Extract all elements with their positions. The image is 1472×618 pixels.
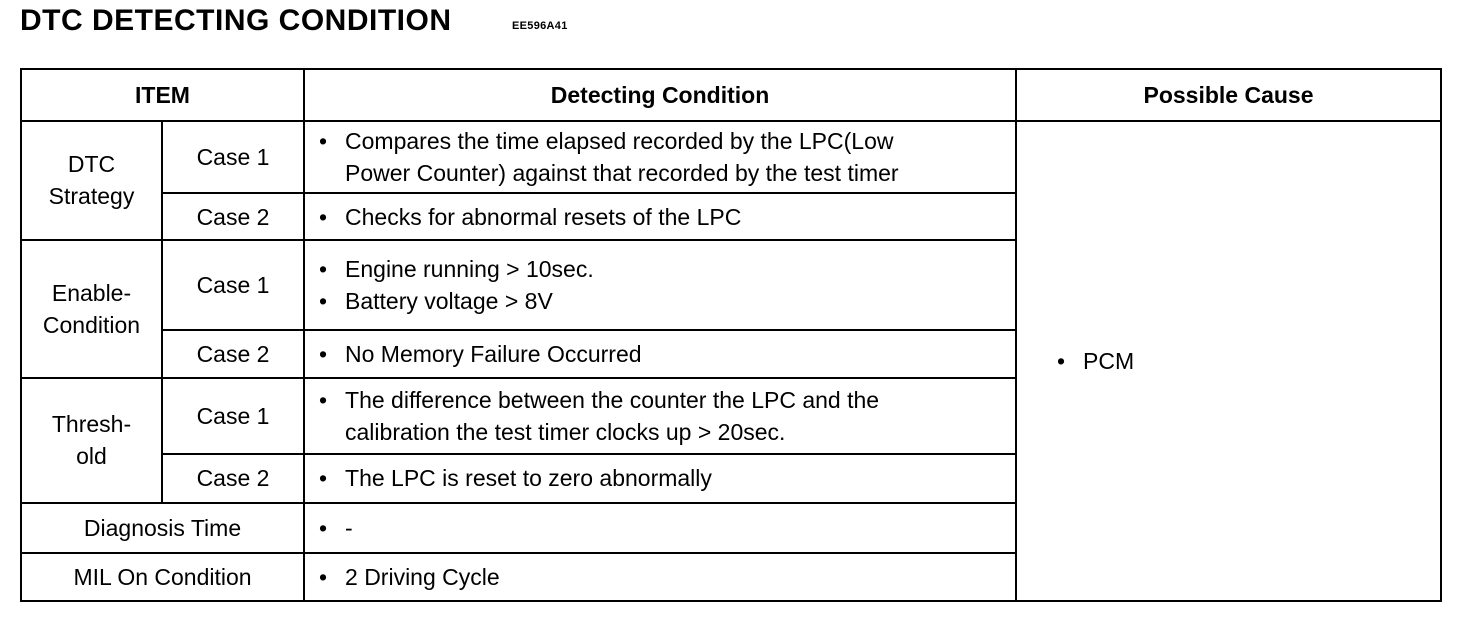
enable-condition-case1-condition [304,240,1016,330]
diagnosis-time-condition [304,503,1016,553]
header-possible-cause: Possible Cause [1016,69,1441,121]
possible-cause-cell [1016,121,1441,601]
threshold-case1-line1: • The difference between the counter the LPC and the [345,384,1007,416]
possible-cause-value: • PCM [1083,345,1440,377]
threshold-case2-label: Case 2 [162,454,304,502]
enable-condition-label [21,240,162,379]
enable-condition-case2-condition [304,330,1016,378]
mil-on-condition-value-cell [304,553,1016,601]
threshold-case2-line1: • The LPC is reset to zero abnormally [345,462,1007,494]
mil-on-condition-value: • 2 Driving Cycle [345,561,1007,593]
enable-condition-label-line2: Condition [42,311,141,338]
table-row [21,121,1441,193]
dtc-strategy-case2-line1: • Checks for abnormal resets of the LPC [345,201,1007,233]
mil-on-condition-label: MIL On Condition [21,553,304,601]
header-detecting-condition: Detecting Condition [304,69,1016,121]
dtc-condition-table [20,68,1442,602]
threshold-case1-label: Case 1 [162,378,304,454]
threshold-label-line1: Thresh- [51,411,132,438]
dtc-strategy-case1-label: Case 1 [162,121,304,193]
threshold-case2-condition [304,454,1016,502]
diagnosis-time-value: • - [345,512,1007,544]
dtc-strategy-case1-condition [304,121,1016,193]
header-item: ITEM [21,69,304,121]
dtc-strategy-case1-line1: • Compares the time elapsed recorded by the LPC(Low [345,125,1007,157]
enable-condition-case2-line1: • No Memory Failure Occurred [345,338,1007,370]
dtc-strategy-label-line2: Strategy [48,183,135,210]
document-code: EE596A41 [512,20,568,32]
threshold-label-line2: old [76,443,107,470]
enable-condition-label-line1: Enable- [51,279,132,306]
threshold-label [21,378,162,502]
threshold-case1-condition [304,378,1016,454]
dtc-strategy-label-line1: DTC [67,151,116,178]
dtc-strategy-case1-line2: Power Counter) against that recorded by the test timer [345,160,899,187]
threshold-case1-line2: calibration the test timer clocks up > 20sec. [345,419,786,446]
enable-condition-case2-label: Case 2 [162,330,304,378]
page-title: DTC DETECTING CONDITION [20,4,452,37]
table-header-row [21,69,1441,121]
enable-condition-case1-label: Case 1 [162,240,304,330]
enable-condition-case1-line1: • Engine running > 10sec. [345,253,1007,285]
dtc-strategy-label [21,121,162,239]
diagnosis-time-label: Diagnosis Time [21,503,304,553]
dtc-strategy-case2-condition [304,193,1016,239]
enable-condition-case1-line2: • Battery voltage > 8V [345,285,1007,317]
dtc-strategy-case2-label: Case 2 [162,193,304,239]
